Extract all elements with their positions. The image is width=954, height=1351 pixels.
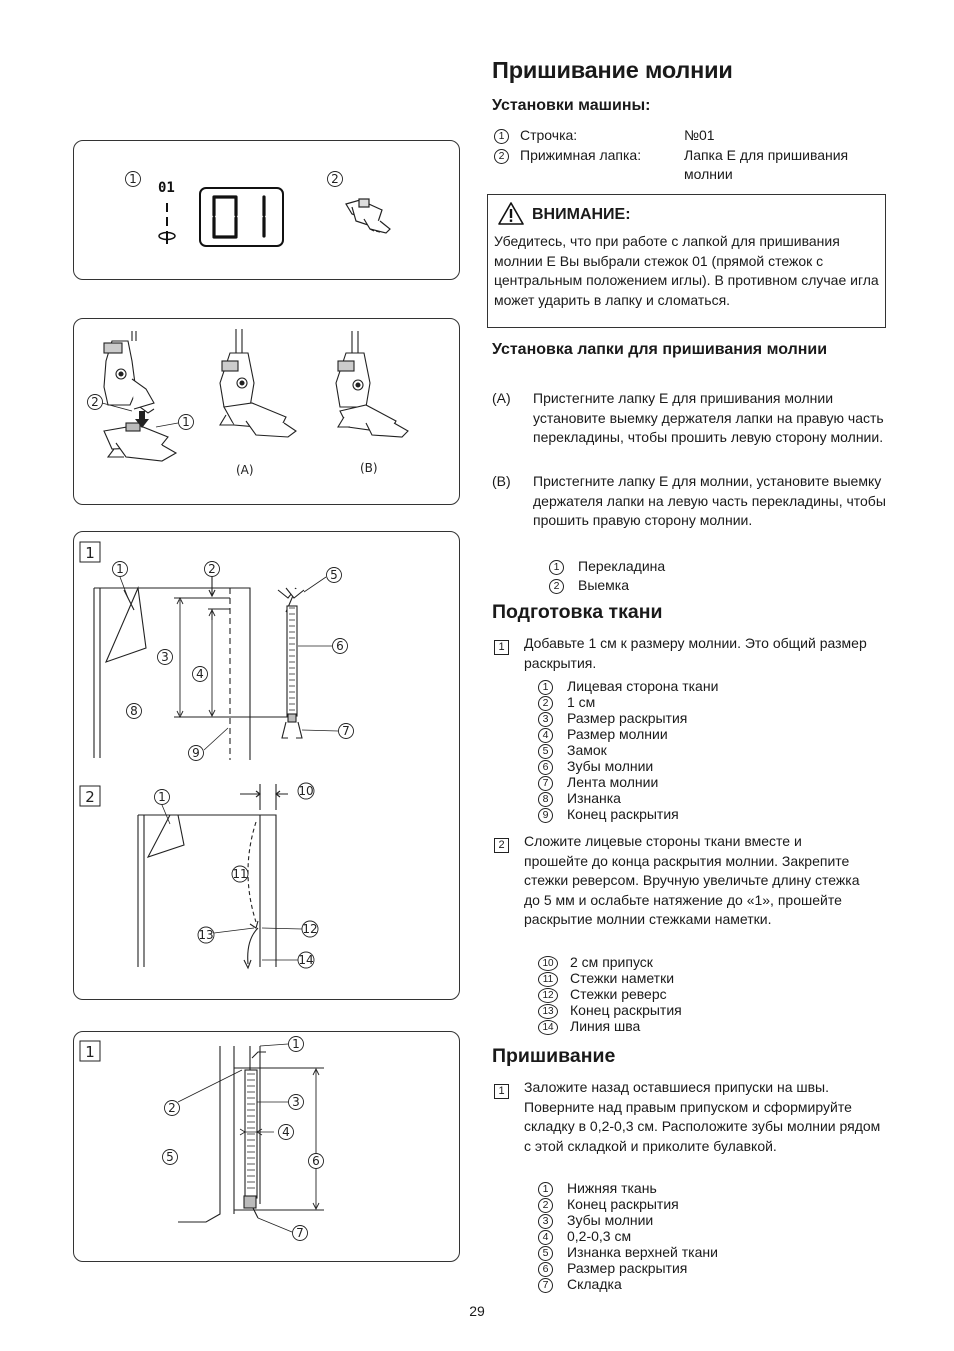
svg-text:5: 5: [330, 568, 338, 582]
svg-text:6: 6: [312, 1154, 320, 1168]
page-number: 29: [469, 1303, 485, 1319]
svg-text:3: 3: [161, 650, 169, 664]
svg-text:1: 1: [85, 544, 95, 562]
fabric-and-zipper-sewing: [178, 1046, 324, 1222]
settings-row-stitch: 1 Строчка: №01: [494, 126, 914, 145]
step-marker-1: [80, 542, 100, 562]
figure-fabric-preparation: [73, 531, 460, 1000]
step-marker-1: [80, 1041, 100, 1061]
callout-14: [262, 952, 314, 968]
list-item: 5 Изнанка верхней ткани: [538, 1244, 718, 1260]
fabric-outline-step1: [94, 576, 294, 760]
warning-triangle-icon: [498, 202, 524, 225]
list-item: 14 Линия шва: [538, 1018, 682, 1034]
foot-install-heading: Установка лапки для пришивания молнии: [492, 341, 828, 358]
warning-heading: ВНИМАНИЕ:: [532, 206, 631, 223]
callout-7: [302, 724, 354, 739]
zipper-illustration-step1: [278, 588, 304, 738]
svg-text:2: 2: [85, 788, 95, 806]
figure-machine-settings: [73, 140, 460, 280]
svg-text:2: 2: [91, 395, 99, 409]
presser-holder-illustration-left: [104, 331, 176, 461]
warning-text: Убедитесь, что при работе с лапкой для пришивания молнии E Вы выбрали стежок 01 (прямой стежок с центральным положением иглы). В противном случае игла может ударить в лапку и сломаться.: [494, 233, 879, 308]
list-item: 7 Лента молнии: [538, 774, 718, 790]
label-b: (B): [360, 461, 378, 475]
svg-text:4: 4: [196, 667, 204, 681]
svg-text:1: 1: [158, 790, 166, 804]
list-item: 1 Перекладина: [549, 557, 665, 576]
callout-6: [309, 1154, 324, 1169]
list-item: 5 Замок: [538, 742, 718, 758]
fabric-step-2-text: Сложите лицевые стороны ткани вместе и прошейте до конца раскрытия молнии. Закрепите стежки реверсом. Вручную увеличьте длину стежка до 5 мм и ослабьте натяжение до «1», прошейте раскрытие молнии стежками наметки.: [524, 833, 860, 928]
callout-6: [298, 639, 348, 654]
svg-text:14: 14: [298, 953, 314, 967]
zipper-foot-icon: [346, 199, 390, 233]
svg-text:1: 1: [116, 562, 124, 576]
page-title: Пришивание молнии: [492, 57, 733, 83]
callout-5: [304, 568, 342, 593]
svg-text:3: 3: [292, 1095, 300, 1109]
svg-text:12: 12: [302, 922, 318, 936]
callout-1: [113, 562, 129, 599]
list-item: 9 Конец раскрытия: [538, 806, 718, 822]
list-item: 2 Конец раскрытия: [538, 1196, 718, 1212]
fabric-step-1-text: Добавьте 1 см к размеру молнии. Это общий размер раскрытия.: [524, 635, 867, 671]
fabric-prep-heading: Подготовка ткани: [492, 601, 663, 623]
svg-text:2: 2: [168, 1101, 176, 1115]
callout-11: [232, 866, 248, 882]
list-item: 2 Выемка: [549, 576, 665, 595]
straight-stitch-icon: [159, 203, 175, 244]
callout-5: [163, 1150, 178, 1165]
callout-7: [258, 1218, 308, 1241]
callout-3: [158, 650, 173, 665]
fabric-step-2-marker: 2: [494, 834, 509, 853]
svg-text:1: 1: [85, 1043, 95, 1061]
presser-holder-illustration-a: [220, 329, 296, 437]
callout-9: [189, 728, 229, 761]
fabric-legend-2: [538, 954, 682, 1034]
svg-text:10: 10: [298, 784, 314, 798]
svg-text:6: 6: [336, 639, 344, 653]
figure-sewing-zipper: [73, 1031, 460, 1262]
stitch-code-label: 01: [158, 180, 175, 196]
list-item: 4 Размер молнии: [538, 726, 718, 742]
foot-legend-list: [549, 557, 665, 595]
svg-text:4: 4: [282, 1125, 290, 1139]
svg-text:1: 1: [129, 172, 137, 186]
list-item: 1 Нижняя ткань: [538, 1180, 718, 1196]
figure-attach-foot: [73, 318, 460, 505]
svg-text:9: 9: [192, 746, 200, 760]
presser-holder-illustration-b: [336, 331, 408, 437]
svg-text:11: 11: [232, 867, 248, 881]
svg-text:8: 8: [130, 704, 138, 718]
list-item: 8 Изнанка: [538, 790, 718, 806]
step-b-text: Пристегните лапку E для молнии, установите выемку держателя лапки на левую часть перекладины, чтобы прошить правую сторону молнии.: [533, 473, 886, 529]
callout-12: [262, 921, 318, 937]
svg-text:2: 2: [331, 172, 339, 186]
callout-1: [126, 172, 141, 187]
fabric-step-1-marker: 1: [494, 636, 509, 655]
lcd-stitch-display: [200, 188, 283, 246]
fabric-legend-1: [538, 678, 718, 822]
sewing-step-1-text: Заложите назад оставшиеся припуски на швы. Поверните над правым припуском и сформируйте складку в 0,2-0,3 см. Расположите зубы молнии рядом с этой складкой и приколите булавкой.: [524, 1079, 881, 1154]
label-a: (A): [236, 463, 254, 477]
sewing-heading: Пришивание: [492, 1045, 616, 1067]
list-item: 6 Зубы молнии: [538, 758, 718, 774]
callout-2: [165, 1070, 243, 1116]
list-item: 13 Конец раскрытия: [538, 1002, 682, 1018]
svg-text:13: 13: [198, 928, 214, 942]
svg-text:7: 7: [296, 1226, 304, 1240]
list-item: 2 1 см: [538, 694, 718, 710]
callout-1b: [155, 790, 171, 825]
callout-1: [260, 1037, 304, 1052]
step-a-marker: (A): [492, 390, 511, 406]
list-item: 3 Зубы молнии: [538, 1212, 718, 1228]
list-item: 3 Размер раскрытия: [538, 710, 718, 726]
list-item: 6 Размер раскрытия: [538, 1260, 718, 1276]
svg-text:1: 1: [292, 1037, 300, 1051]
svg-text:2: 2: [208, 562, 216, 576]
svg-text:5: 5: [166, 1150, 174, 1164]
step-marker-2: [80, 786, 100, 806]
list-item: 4 0,2-0,3 см: [538, 1228, 718, 1244]
step-a-text: Пристегните лапку E для пришивания молнии установите выемку держателя лапки на правую часть перекладины, чтобы прошить левую сторону молнии.: [533, 390, 884, 446]
sewing-legend: [538, 1180, 718, 1292]
list-item: 10 2 см припуск: [538, 954, 682, 970]
step-b-marker: (B): [492, 473, 511, 489]
svg-text:1: 1: [182, 415, 190, 429]
callout-2: [328, 172, 343, 187]
list-item: 11 Стежки наметки: [538, 970, 682, 986]
svg-text:7: 7: [342, 724, 350, 738]
callout-8: [127, 704, 142, 719]
callout-13: [198, 927, 254, 943]
list-item: 12 Стежки реверс: [538, 986, 682, 1002]
machine-settings-heading: Установки машины:: [492, 97, 651, 114]
callout-1: [156, 415, 194, 430]
callout-4: [193, 667, 208, 682]
list-item: 1 Лицевая сторона ткани: [538, 678, 718, 694]
callout-3: [257, 1095, 304, 1110]
settings-row-foot: 2 Прижимная лапка: Лапка E для пришивания молнии: [494, 146, 914, 165]
sewing-step-1-marker: 1: [494, 1080, 509, 1099]
warning-box: [487, 194, 886, 328]
callout-4: [279, 1125, 294, 1140]
callout-2: [205, 562, 220, 577]
list-item: 7 Складка: [538, 1276, 718, 1292]
callout-10: [298, 783, 314, 799]
